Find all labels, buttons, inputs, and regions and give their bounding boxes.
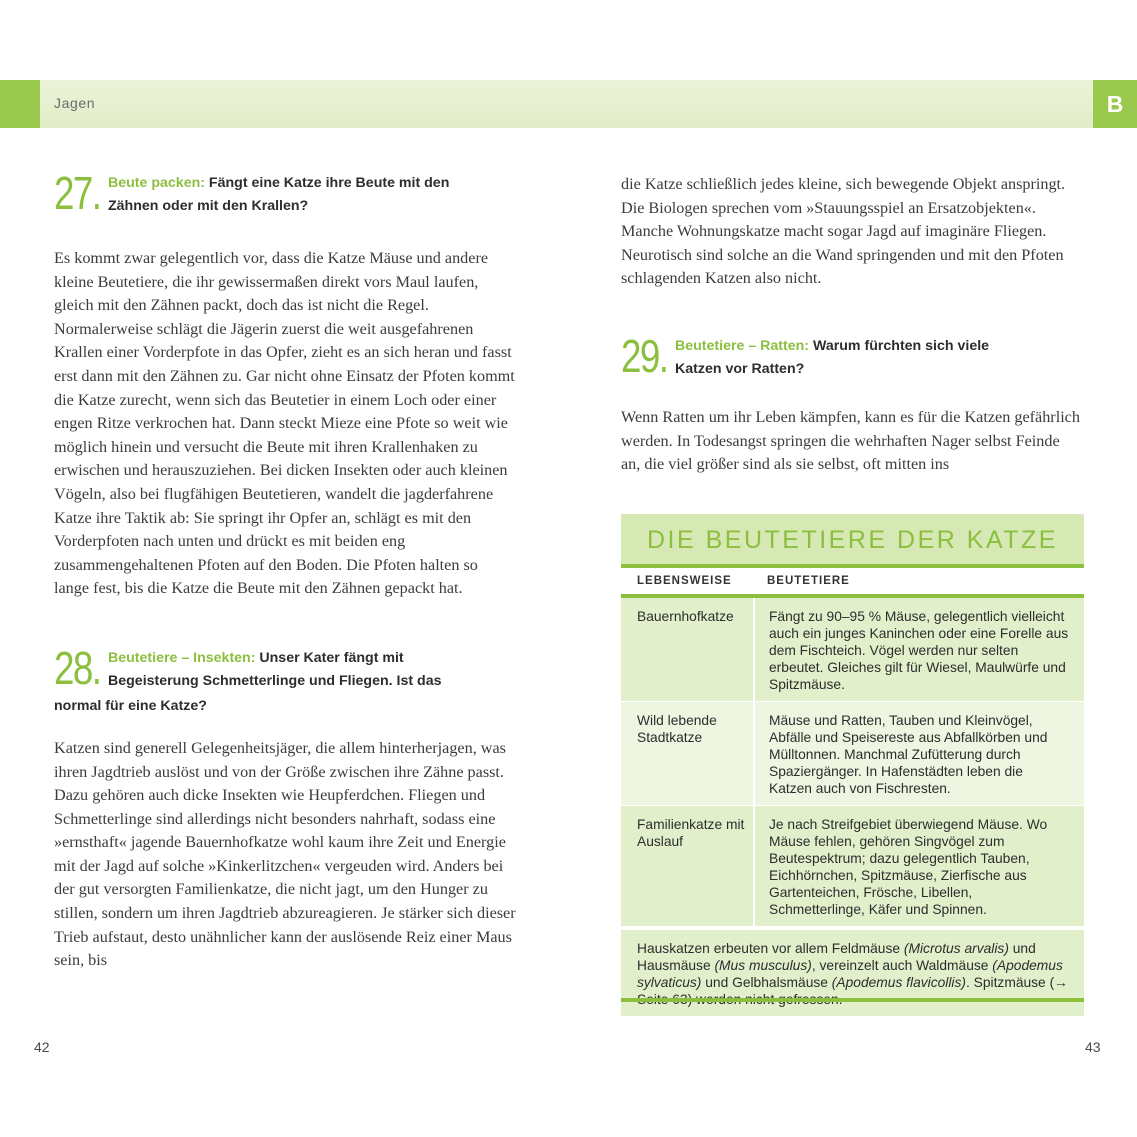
table-footnote bbox=[621, 927, 1084, 1016]
question-28 bbox=[54, 641, 516, 973]
page-number-right: 43 bbox=[1085, 1039, 1101, 1055]
question-text bbox=[108, 647, 441, 693]
table-bottom-rule bbox=[621, 998, 1084, 1002]
question-title: Beutetiere – Insekten: bbox=[108, 649, 256, 666]
header-left-tab bbox=[0, 80, 40, 128]
table-row bbox=[621, 806, 1084, 927]
question-number: 28. bbox=[54, 641, 101, 694]
table-cell-lifestyle: Familienkatze mit Auslauf bbox=[621, 806, 755, 926]
question-29 bbox=[621, 329, 1083, 477]
section-label: Jagen bbox=[54, 95, 96, 111]
running-header-bar bbox=[0, 80, 1137, 128]
question-title: Beutetiere – Ratten: bbox=[675, 337, 810, 354]
question-heading bbox=[54, 167, 516, 219]
question-line: Katzen vor Ratten? bbox=[675, 360, 805, 377]
question-line: Begeisterung Schmetterlinge und Fliegen. Ist das bbox=[108, 672, 442, 689]
footnote-text: . Spitzmäuse (→ bbox=[965, 975, 1068, 990]
chapter-tab bbox=[1093, 80, 1137, 128]
footnote-text: , vereinzelt auch Waldmäuse bbox=[811, 958, 993, 973]
footnote-species: (Apodemus flavicollis) bbox=[831, 975, 966, 990]
question-title: Beute packen: bbox=[108, 175, 205, 191]
answer-paragraph-continued: die Katze schließlich jedes kleine, sich bewegende Objekt anspringt. Die Biologen sprechen vom »Stauungsspiel an Ersatzobjekten«. Manche Wohnungskatze macht sogar Jagd auf imaginäre Fliegen. Neurotisch sind solche an die Wand springenden und mit den Pfoten schlagenden Katzen also nicht. bbox=[621, 175, 1066, 288]
question-line: Unser Kater fängt mit bbox=[255, 649, 404, 666]
answer-paragraph: Es kommt zwar gelegentlich vor, dass die Katze Mäuse und andere kleine Beutetiere, die ihr gewissermaßen direkt vors Maul laufen, gleich mit den Zähnen packt, doch das ist nicht die Regel. Normalerweise schlägt die Jägerin zuerst die weit ausgefahrenen Krallen einer Vorderpfote in das Opfer, zieht es an sich heran und fasst erst dann mit den Zähnen zu. Gar nicht ohne Einsatz der Pfoten kommt die Katze zurecht, wenn sich das Beutetier in einem Loch oder einer engen Ritze verkrochen hat. Dann steckt Mieze eine Pfote so weit wie möglich hinein und versucht die Beute mit ihren Krallenhaken zu erwischen und herauszuziehen. Bei dicken Insekten oder auch kleinen Vögeln, also bei flugfähigen Beutetieren, wandelt die jagderfahrene Katze ihre Taktik ab: Sie springt ihr Opfer an, schlägt es mit den Vorderpfoten nach unten und drückt es mit beiden eng zusammengehaltenen Pfoten auf den Boden. Die Pfoten halten so lange fest, bis die Katze die Beute mit den Zähnen gepackt hat. bbox=[54, 249, 515, 598]
question-heading bbox=[54, 641, 516, 694]
table-header-lifestyle: LEBENSWEISE bbox=[637, 575, 732, 587]
question-line: normal für eine Katze? bbox=[54, 697, 207, 714]
table-cell-prey: Fängt zu 90–95 % Mäuse, gelegentlich vielleicht auch ein junges Kaninchen oder eine Forelle aus dem Fischteich. Vögel werden nur selten erbeutet. Gleiches gilt für Wiesel, Maulwürfe und Spitzmäuse. bbox=[769, 609, 1069, 692]
question-heading bbox=[621, 329, 1083, 382]
question-text bbox=[675, 335, 989, 381]
table-cell-prey: Je nach Streifgebiet überwiegend Mäuse. Wo Mäuse fehlen, gehören Singvögel zum Beutespektrum; dazu gelegentlich Tauben, Eichhörnchen, Spitzmäuse, Zierfische aus Gartenteichen, Frösche, Libellen, Schmetterlinge, Käfer und Spinnen. bbox=[769, 817, 1048, 917]
footnote-species: (Microtus arvalis) bbox=[903, 941, 1009, 956]
left-column bbox=[54, 167, 516, 973]
right-column bbox=[621, 172, 1083, 477]
question-line: Warum fürchten sich viele bbox=[809, 337, 990, 354]
footnote-species: (Apodemus sylvaticus) bbox=[637, 958, 1063, 990]
question-line: Zähnen oder mit den Krallen? bbox=[108, 198, 309, 214]
footnote-species: (Mus musculus) bbox=[714, 958, 812, 973]
answer-paragraph: Wenn Ratten um ihr Leben kämpfen, kann es für die Katzen gefährlich werden. In Todesangst springen die wehrhaften Nager selbst Feinde an, die viel größer sind als sie selbst, oft mitten ins bbox=[621, 407, 1080, 474]
question-text bbox=[108, 172, 449, 218]
table-title: DIE BEUTETIERE DER KATZE bbox=[621, 514, 1084, 568]
footnote-text: und Gelbhalsmäuse bbox=[701, 975, 832, 990]
question-line: Fängt eine Katze ihre Beute mit den bbox=[204, 175, 450, 191]
table-header-prey: BEUTETIERE bbox=[767, 575, 850, 587]
question-number: 27. bbox=[54, 167, 101, 219]
question-27 bbox=[54, 167, 516, 601]
table-row bbox=[621, 598, 1084, 702]
footnote-text: und Hausmäuse bbox=[637, 941, 1036, 973]
table-cell-lifestyle: Bauernhofkatze bbox=[621, 598, 755, 701]
prey-table bbox=[621, 514, 1084, 1002]
question-number: 29. bbox=[621, 329, 668, 382]
table-row bbox=[621, 702, 1084, 806]
page-number-left: 42 bbox=[34, 1039, 50, 1055]
footnote-text: Hauskatzen erbeuten vor allem Feldmäuse bbox=[637, 941, 904, 956]
table-cell-lifestyle: Wild lebende Stadtkatze bbox=[621, 702, 755, 805]
chapter-letter: B bbox=[1106, 91, 1124, 117]
answer-paragraph: Katzen sind generell Gelegenheitsjäger, die allem hinterherjagen, was ihren Jagdtrieb auslöst und von der Größe zwischen ihre Zähne passt. Dazu gehören auch dicke Insekten wie Heupferdchen. Fliegen und Schmetterlinge sind allerdings nicht besonders nahrhaft, sodass eine »ernsthaft« jagende Bauernhofkatze wohl kaum ihre Zeit und Energie mit der Jagd auf solche »Kinkerlitzchen« vergeuden wird. Anders bei der gut versorgten Familienkatze, die nicht jagt, um den Hunger zu stillen, sondern um ihren Jagdtrieb abzureagieren. Je stärker sich dieser Trieb aufstaut, desto unähnlicher kann der auslösende Reiz einer Maus sein, bis bbox=[54, 738, 516, 970]
table-header-row bbox=[621, 568, 1084, 598]
table-cell-prey: Mäuse und Ratten, Tauben und Kleinvögel, Abfälle und Speisereste aus Abfallkörben und Mülltonnen. Manchmal Zufütterung durch Spaziergänger. In Hafenstädten leben die Katzen auch von Fischresten. bbox=[769, 713, 1048, 796]
